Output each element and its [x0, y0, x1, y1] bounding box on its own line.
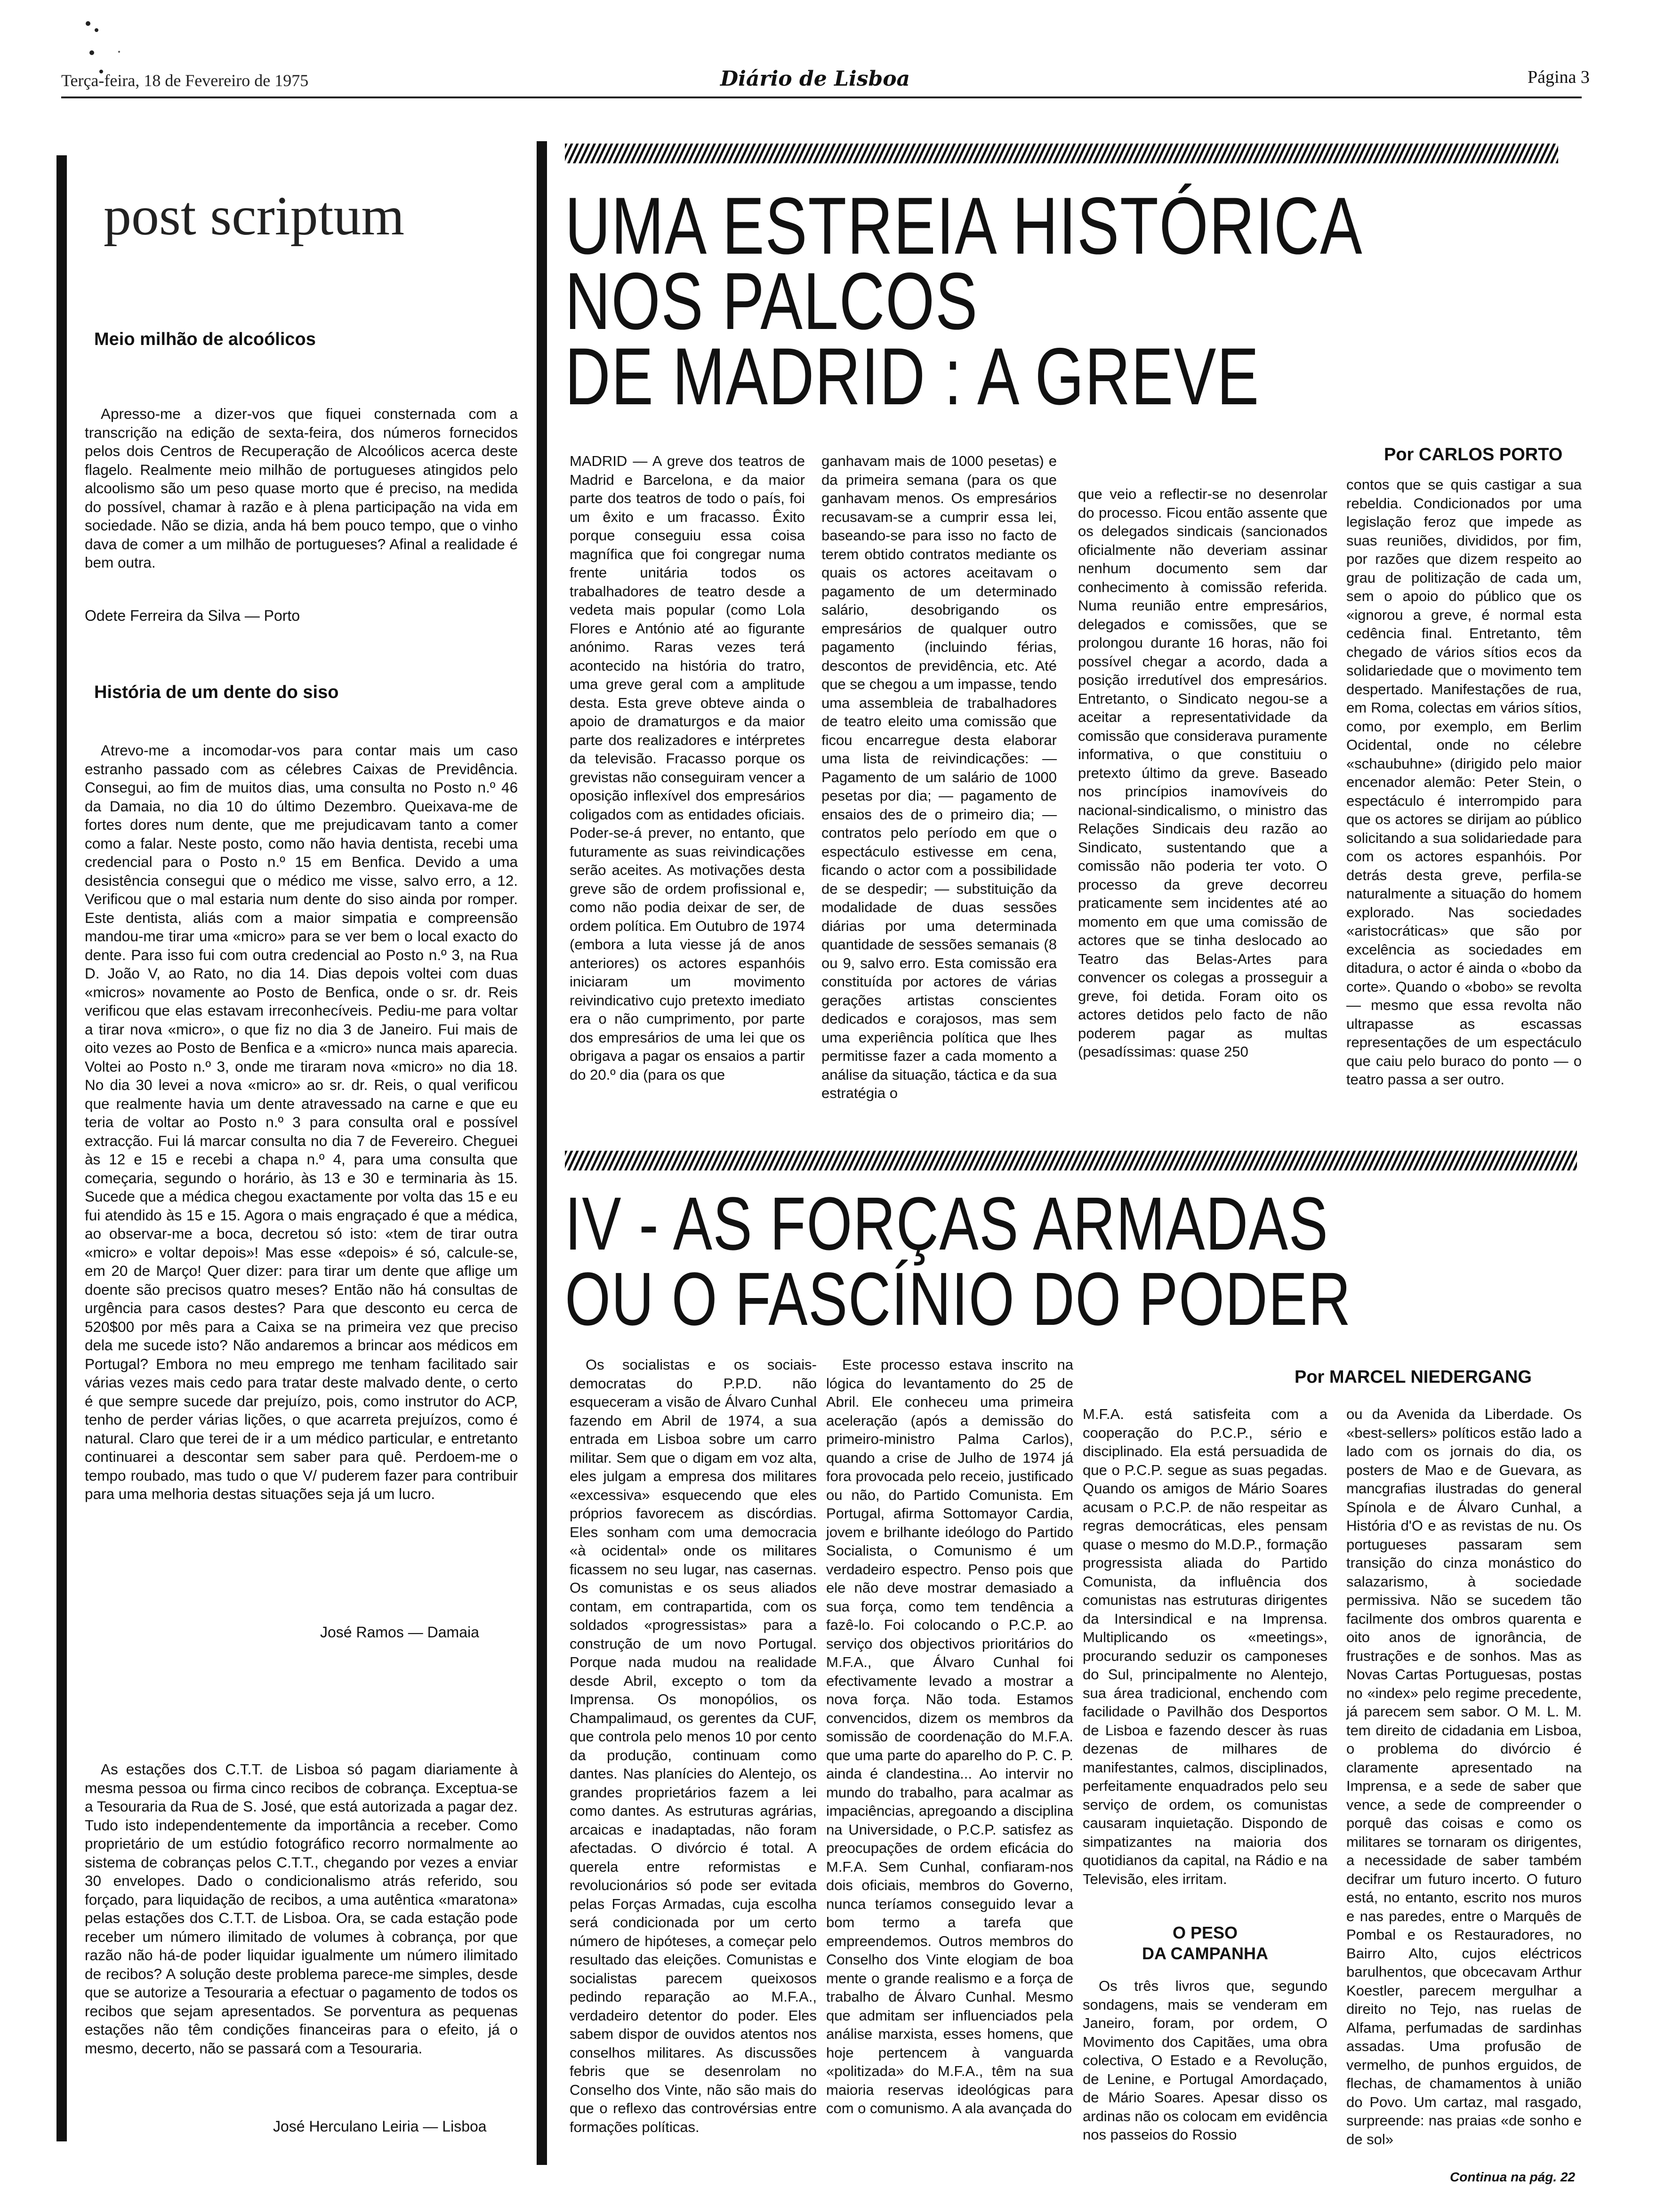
- article1-column-3-text: que veio a reflectir-se no desenrolar do processo. Ficou então assente que os delegados sindicais (sancionados oficialmente não deveriam assinar nenhum documento sem dar conhecimento à comissão referida. Numa reunião entre empresários, delegados e comissões, que se prolongou durante 16 horas, não foi possível chegar a acordo, dada a posição irredutível dos empresários. Entretanto, o Sindicato negou-se a aceitar a representatividade da comissão que considerava puramente informativa, o que constituiu o pretexto último da greve. Baseado nos princípios inamovíveis do nacional-sindicalismo, o ministro das Relações Sindicais deu razão ao Sindicato, sustentando que a comissão não poderia ter voto. O processo da greve decorreu praticamente sem incidentes até ao momento em que uma comissão de actores que se tinha deslocado ao Teatro das Belas-Artes para convencer os colegas a prosseguir a greve, foi detida. Foram oito os actores detidos pelo facto de não poderem pagar as multas (pesadíssimas: quase 250: [1078, 486, 1327, 1060]
- article2-headline: [565, 1181, 1601, 1341]
- left-column-rule: [56, 155, 67, 2141]
- article1-column-2-text: ganhavam mais de 1000 pesetas) e da primeira semana (para os que ganhavam menos. Os empresários recusavam-se a cumprir essa lei, baseando-se para isso no facto de terem obtido contratos mediante os quais os actores aceitavam o pagamento de um determinado salário, desobrigando os empresários de qualquer outro pagamento (incluindo férias, descontos de previdência, etc. Até que se chegou a um impasse, tendo uma assembleia de trabalhadores de teatro eleito uma comissão que ficou encarregue desta elaborar uma lista de reivindicações: — Pagamento de um salário de 1000 pesetas por dia; — pagamento de ensaios des de o primeiro dia; — contratos pelo período em que o espectáculo estivesse em cena, ficando o actor com a possibilidade de se despedir; — substituição da modalidade de duas sessões diárias por uma determinada quantidade de sessões semanais (8 ou 9, salvo erro. Esta comissão era constituída por actores de várias gerações artistas conscientes dedicados e corajosos, mas sem uma experiência política que lhes permitisse fazer a cada momento a análise da situação, táctica e da sua estratégia o: [821, 453, 1057, 1101]
- article2-hatch-band: [565, 1151, 1577, 1170]
- article2-column-3-text: M.F.A. está satisfeita com a cooperação do P.C.P., sério e disciplinado. Ela está persuadida de que o P.C.P. segue as suas pegadas. Quando os amigos de Mário Soares acusam o P.C.P. de não respeitar as regras democráticas, eles pensam quase o mesmo do M.D.P., formação progressista aliada do Partido Comunista, da influência dos comunistas nas estruturas dirigentes da Intersindical e na Imprensa. Multiplicando os «meetings», procurando seduzir os camponeses do Sul, principalmente no Alentejo, sua área tradicional, enchendo com facilidade o Pavilhão dos Desportos de Lisboa e fazendo descer às ruas dezenas de milhares de manifestantes, calmos, disciplinados, perfeitamente enquadrados pelo seu serviço de ordem, os comunistas causaram inquietação. Dispondo de simpatizantes na maioria dos quotidianos da capital, na Rádio e na Televisão, eles irritam.: [1083, 1406, 1327, 1887]
- letter2-body: Atrevo-me a incomodar-vos para contar mais um caso estranho passado com as célebres Caixas de Previdência. Consegui, ao fim de muitos dias, uma consulta no Posto n.º 46 da Damaia, no dia 10 do último Dezembro. Queixava-me de fortes dores num dente, que me prejudicavam tanto a comer como a falar. Neste posto, como não havia dentista, recebi uma credencial para o Posto n.º 15 em Benfica. Devido a uma desistência consegui que o médico me visse, salvo erro, a 12. Verificou que o mal estaria num dente do siso ainda por romper. Este dentista, aliás com a maior simpatia e compreensão mandou-me tirar uma «micro» para se ver bem o local exacto do dente. Para isso fui com outra credencial ao Posto n.º 3, na Rua D. João V, ao Rato, no dia 14. Dias depois voltei com duas «micros» novamente ao Posto de Benfica, onde o sr. dr. Reis verificou que elas estavam irreconhecíveis. Pediu-me para voltar a tirar nova «micro», o que fiz no dia 3 de Janeiro. Fui mais de oito vezes ao Posto de Benfica e a «micro» nunca mais aparecia. Voltei ao Posto n.º 3, onde me tiraram nova «micro» no dia 18. No dia 30 levei a nova «micro» ao sr. dr. Reis, o qual verificou que realmente havia um dente atravessado na carne e que eu teria de voltar ao Posto n.º 3 para consulta oral e possível extracção. Fui lá marcar consulta no dia 7 de Fevereiro. Cheguei às 12 e 15 e recebi a chapa n.º 4, para uma consulta que começaria, segundo o horário, às 13 e 30 e terminaria às 15. Sucede que a médica chegou exactamente por volta das 15 e eu fui atendido às 15 e 15. Agora o mais engraçado é que a médica, ao observar-me a boca, decretou só isto: «tem de tirar outra «micro» e voltar depois»! Mas esse «depois» é só, calcule-se, em 20 de Março! Quer dizer: para tirar um dente que aflige um doente são precisos quatro meses? Então não há consultas de urgência para casos destes? Para que desconto eu cerca de 520$00 por mês para a Caixa se na primeira vez que preciso dela me sucede isto? Não andaremos a brincar aos médicos em Portugal? Embora no meu emprego me tenham facilitado sair várias vezes mais cedo para tratar deste malvado dente, o certo é que sempre sucede dar prejuízo, pois, como instrutor do ACP, tenho de perder várias lições, o que acarreta prejuízos, como é natural. Claro que terei de ir a um médico particular, e entretanto continuarei a descontar sem saber para quê. Perdoem-me o tempo roubado, mas tudo o que V/ puderem fazer para contribuir para uma melhoria destas situações seja já um lucro.: [85, 742, 518, 1502]
- article2-column-2-text: Este processo estava inscrito na lógica do levantamento do 25 de Abril. Ele conheceu uma primeira aceleração (após a demissão do primeiro-ministro Palma Carlos), quando a crise de Julho de 1974 já fora provocada pelo receio, justificado ou não, do Partido Comunista. Em Portugal, afirma Sottomayor Cardia, jovem e brilhante ideólogo do Partido Socialista, o Comunismo é um verdadeiro espectro. Penso pois que ele não deve mostrar demasiado a sua força, como tem tendência a fazê-lo. Foi colocando o P.C.P. ao serviço dos objectivos prioritários do M.F.A., que Álvaro Cunhal foi efectivamente levado a mostrar a nova força. Não toda. Estamos convencidos, dizem os membros da somissão de coordenação do M.F.A. que uma parte do aparelho do P. C. P. ainda é clandestina... Ao intervir no mundo do trabalho, para acalmar as impaciências, apregoando a disciplina na Universidade, o P.C.P. satisfez as preocupações de ordem eficácia do M.F.A. Sem Cunhal, confiaram-nos dois oficiais, membros do Governo, nunca teríamos conseguido levar a bom termo a tarefa que empreendemos. Outros membros do Conselho dos Vinte elogiam de boa mente o grande realismo e a força de trabalho de Álvaro Cunhal. Mesmo que admitam ser influenciados pela análise marxista, esses homens, que hoje pertencem à vanguarda «politizada» do M.F.A., têm na sua maioria reservas ideológicas para com o comunismo. A ala avançada do: [826, 1356, 1073, 2116]
- campaign-box-text: [1083, 1977, 1327, 2174]
- article2-column-1: [570, 1355, 817, 2156]
- page-number: Página 3: [1528, 67, 1590, 87]
- issue-date: Terça-feira, 18 de Fevereiro de 1975: [61, 71, 309, 90]
- article1-column-1-text: MADRID — A greve dos teatros de Madrid e Barcelona, e da maior parte dos teatros de todo o país, foi um êxito e um fracasso. Êxito porque conseguiu essa coisa magnífica que foi congregar numa frente unitária todos os trabalhadores de teatro desde a vedeta mais popular (como Lola Flores e António até ao figurante anónimo. Raras vezes terá acontecido na história do tratro, uma greve geral com a amplitude desta. Esta greve obteve ainda o apoio de dramaturgos e da maior parte dos realizadores e intérpretes da televisão. Fracasso porque os grevistas não conseguiram vencer a oposição inflexível dos empresários coligados com as entidades oficiais. Poder-se-á prever, no entanto, que futuramente as suas reivindicações serão aceites. As motivações desta greve são de ordem profissional e, como não podia deixar de ser, de ordem política. Em Outubro de 1974 (embora a luta viesse já de anos anteriores) os actores espanhóis iniciaram um movimento reivindicativo cujo pretexto imediato era o não cumprimento, por parte dos empresários de uma lei que os obrigava a pagar os ensaios a partir do 20.º dia (para os que: [570, 453, 805, 1083]
- masthead: Diário de Lisboa: [720, 67, 910, 91]
- letter1-heading: Meio milhão de alcoólicos: [94, 329, 316, 349]
- article2-column-3: [1083, 1405, 1327, 1885]
- campaign-box-heading-line1: O PESO: [1172, 1923, 1238, 1942]
- article1-column-3: [1078, 485, 1327, 1090]
- campaign-box-heading-line2: DA CAMPANHA: [1142, 1944, 1268, 1963]
- article1-left-rule: [537, 141, 547, 2165]
- article1-column-1: [570, 452, 805, 1087]
- article2-column-1-text: Os socialistas e os sociais-democratas do P.P.D. não esqueceram a visão de Álvaro Cunhal fazendo em Abril de 1974, a sua entrada em Lisboa sobre um carro militar. Sem que o digam em voz alta, eles julgam a empresa dos militares «excessiva» esquecendo que eles próprios favorecem as discórdias. Eles sonham com uma democracia «à ocidental» onde os militares ficassem no seu lugar, nas casernas. Os comunistas e os seus aliados contam, em contrapartida, com os soldados «progressistas» para a construção de um novo Portugal. Porque nada mudou na realidade desde Abril, excepto o tom da Imprensa. Os monopólios, os Champalimaud, os gerentes da CUF, que controla pelo menos 10 por cento da produção, continuam como dantes. Nas planícies do Alentejo, os grandes proprietários fazem a lei como dantes. As estruturas agrárias, arcaicas e inadaptadas, não foram afectadas. O divórcio é total. A querela entre reformistas e revolucionários só pode ser evitada pelas Forças Armadas, cuja escolha será condicionada por um certo número de hipóteses, a começar pelo resultado das eleições. Comunistas e socialistas parecem queixosos pedindo reparação ao M.F.A., verdadeiro detentor do poder. Eles sabem dispor de ouvidos atentos nos conselhos militares. As discussões febris que se desenrolam no Conselho dos Vinte, não são mais do que o reflexo das controvérsias entre formações políticas.: [570, 1356, 817, 2135]
- article1-headline-line2: NOS PALCOS: [565, 256, 978, 346]
- article1-byline: Por CARLOS PORTO: [1384, 445, 1563, 465]
- article1-column-2: [821, 452, 1057, 1101]
- letter3-body: As estações dos C.T.T. de Lisboa só pagam diariamente à mesma pessoa ou firma cinco recibos de cobrança. Exceptua-se a Tesouraria da Rua de S. José, que está autorizada a pagar dez. Tudo isto independentemente da importância a receber. Como proprietário de um estúdio fotográfico recorro normalmente ao sistema de cobranças pelos C.T.T., chegando por vezes a enviar 30 envelopes. Dado o condicionalismo atrás referido, sou forçado, para liquidação de recibos, a uma autêntica «maratona» pelas estações dos C.T.T. de Lisboa. Ora, se cada estação pode receber um número ilimitado de volumes à cobrança, por que razão não há-de poder liquidar igualmente um número ilimitado de recibos? A solução deste problema parece-me simples, desde que se autorize a Tesouraria a efectuar o pagamento de todos os recibos que sejam apresentados. Se porventura as pequenas estações não têm condições financeiras para o efeito, já o mesmo, decerto, não se passará com a Tesouraria.: [85, 1761, 518, 2057]
- article2-column-2: [826, 1355, 1073, 2156]
- article1-column-4: [1346, 475, 1582, 1134]
- section-title: post scriptum: [104, 185, 405, 247]
- header-rule: [61, 96, 1582, 98]
- letter1-signature: Odete Ferreira da Silva — Porto: [85, 607, 300, 624]
- letter2-signature: José Ramos — Damaia: [320, 1624, 479, 1641]
- continued-note: Continua na pág. 22: [1450, 2170, 1576, 2184]
- letter3-signature: José Herculano Leiria — Lisboa: [273, 2118, 487, 2135]
- article2-headline-line1: IV - AS FORÇAS ARMADAS: [565, 1181, 1329, 1266]
- article2-byline: Por MARCEL NIEDERGANG: [1295, 1367, 1532, 1387]
- campaign-box-heading: [1083, 1923, 1327, 1964]
- article2-headline-line2: OU O FASCÍNIO DO PODER: [565, 1257, 1351, 1341]
- article1-hatch-band: [565, 144, 1558, 163]
- article1-headline-line3: DE MADRID : A GREVE: [565, 331, 1260, 422]
- article2-column-4-text: ou da Avenida da Liberdade. Os «best-sellers» políticos estão lado a lado com os jornais do dia, os posters de Mao e de Guevara, as mancgrafias ilustradas do general Spínola e de Álvaro Cunhal, a História d'O e as revistas de nu. Os portugueses passaram sem transição do cinza monástico do salazarismo, à sociedade permissiva. Não se sucedem tão facilmente dos ombros quarenta e oito anos de ignorância, de frustrações e de sonhos. Mas as Novas Cartas Portuguesas, postas no «index» pelo regime precedente, já parecem sem sabor. O M. L. M. tem direito de cidadania em Lisboa, o problema do divórcio é claramente apresentado na Imprensa, e a sede de saber que vence, a sede de compreender o porquê das coisas e como os militares se tornaram os dirigentes, a necessidade de saber também decifrar um futuro incerto. O futuro está, no entanto, escrito nos muros e nas paredes, entre o Marquês de Pombal e os Restauradores, no Bairro Alto, cujos eléctricos barulhentos, que obcecavam Arthur Koestler, parecem mergulhar a direito no Tejo, nas ruelas de Alfama, perfumadas de sardinhas assadas. Uma profusão de vermelho, de punhos erguidos, de flechas, de chamamentos à união do Povo. Um cartaz, mal rasgado, surpreende: nas praias «de sonho e de sol»: [1346, 1406, 1582, 2148]
- letter2-heading: História de um dente do siso: [94, 682, 339, 702]
- letter1-body: Apresso-me a dizer-vos que fiquei consternada com a transcrição na edição de sexta-feira, dos números fornecidos pelos dois Centros de Recuperação de Alcoólicos acerca deste flagelo. Realmente meio milhão de portugueses atingidos pelo alcoolismo são um peso quase morto que é preciso, na medida do possível, chamar à razão e à plena participação na vida em sociedade. Não se dizia, anda há bem pouco tempo, que o vinho dava de comer a um milhão de portugueses? Afinal a realidade é bem outra.: [85, 405, 518, 571]
- campaign-box-text-body: Os três livros que, segundo sondagens, mais se venderam em Janeiro, foram, por ordem, O Movimento dos Capitães, uma obra colectiva, O Estado e a Revolução, de Lenine, e Portugal Amordaçado, de Mário Soares. Apesar disso os ardinas não os colocam em evidência nos passeios do Rossio: [1083, 1978, 1327, 2143]
- article1-headline-line1: UMA ESTREIA HISTÓRICA: [565, 181, 1363, 271]
- article1-column-4-text: contos que se quis castigar a sua rebeldia. Condicionados por uma legislação feroz que impede as suas reuniões, divididos, por fim, por razões que dizem respeito ao grau de politização de cada um, sem o apoio do público que os «ignorou a greve, é normal esta cedência final. Entretanto, têm chegado de vários sítios ecos da solidariedade que o movimento tem despertado. Manifestações de rua, em Roma, colectas em vários sítios, como, por exemplo, em Berlim Ocidental, onde no célebre «schaubuhne» (dirigido pelo maior encenador alemão: Peter Stein, o espectáculo é interrompido para que os actores se dirijam ao público solicitando a sua solidariedade para com os actores espanhóis. Por detrás desta greve, perfila-se naturalmente a situação do homem explorado. Nas sociedades «aristocráticas» que são por excelência as sociedades em ditadura, o actor é ainda o «bobo da corte». Quando o «bobo» se revolta — mesmo que essa revolta não ultrapasse as escassas representações de um espectáculo que caiu pelo buraco do ponto — o teatro passa a ser outro.: [1346, 476, 1582, 1088]
- article1-headline: [565, 181, 1601, 422]
- article2-column-4: [1346, 1405, 1582, 2158]
